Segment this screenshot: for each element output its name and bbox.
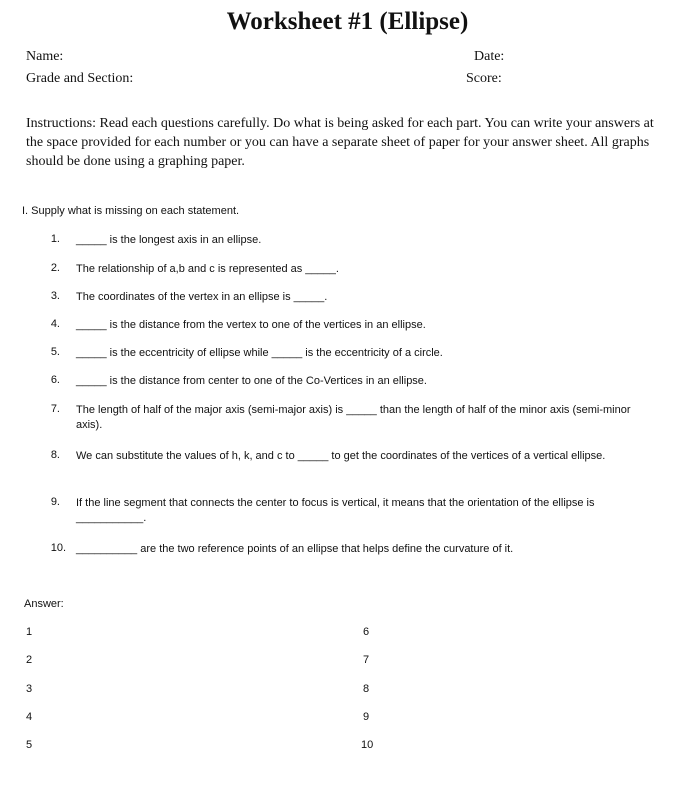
answer-number: 1	[26, 626, 33, 638]
section-heading: I. Supply what is missing on each statement.	[22, 205, 240, 217]
grade-section-label: Grade and Section:	[26, 71, 134, 86]
answer-number: 8	[363, 683, 370, 695]
name-label: Name:	[26, 49, 64, 64]
item-number: 9.	[50, 496, 60, 508]
item-text: If the line segment that connects the center to focus is vertical, it means that the orientation of the ellipse is ___________.	[76, 497, 595, 524]
answer-number: 7	[363, 654, 370, 666]
item-number: 10.	[50, 542, 66, 554]
item-number: 2.	[50, 262, 60, 274]
item-text: _____ is the eccentricity of ellipse while _____ is the eccentricity of a circle.	[76, 347, 443, 359]
item-text: We can substitute the values of h, k, and c to _____ to get the coordinates of the vertices of a vertical ellipse.	[76, 450, 606, 462]
answer-number: 5	[26, 739, 33, 751]
score-label: Score:	[466, 71, 502, 86]
answer-number: 10	[361, 739, 374, 751]
answer-number: 6	[363, 626, 370, 638]
date-label: Date:	[474, 49, 505, 64]
item-text: The relationship of a,b and c is represented as _____.	[76, 263, 339, 275]
item-number: 4.	[50, 318, 60, 330]
item-text: __________ are the two reference points of an ellipse that helps define the curvature of it.	[76, 543, 514, 555]
item-number: 6.	[50, 374, 60, 386]
item-text: _____ is the distance from center to one of the Co-Vertices in an ellipse.	[76, 375, 427, 387]
item-number: 5.	[50, 346, 60, 358]
item-text: The length of half of the major axis (semi-major axis) is _____ than the length of half of the minor axis (semi-minor axis).	[76, 404, 631, 431]
item-text: _____ is the distance from the vertex to one of the vertices in an ellipse.	[76, 319, 426, 331]
instructions: Instructions: Read each questions carefully. Do what is being asked for each part. You can write your answers at the space provided for each number or you can have a separate sheet of paper for your answer sheet. All graphs should be done using a graphing paper.	[26, 116, 654, 169]
answer-number: 2	[26, 654, 33, 666]
answer-number: 3	[26, 683, 33, 695]
item-number: 3.	[50, 290, 60, 302]
answer-number: 4	[26, 711, 33, 723]
item-text: The coordinates of the vertex in an ellipse is _____.	[76, 291, 328, 303]
answer-label: Answer:	[24, 598, 64, 610]
item-number: 8.	[50, 449, 60, 461]
item-number: 7.	[50, 403, 60, 415]
answer-number: 9	[363, 711, 370, 723]
item-text: _____ is the longest axis in an ellipse.	[76, 234, 262, 246]
worksheet-title: Worksheet #1 (Ellipse)	[226, 8, 469, 35]
item-number: 1.	[50, 233, 60, 245]
